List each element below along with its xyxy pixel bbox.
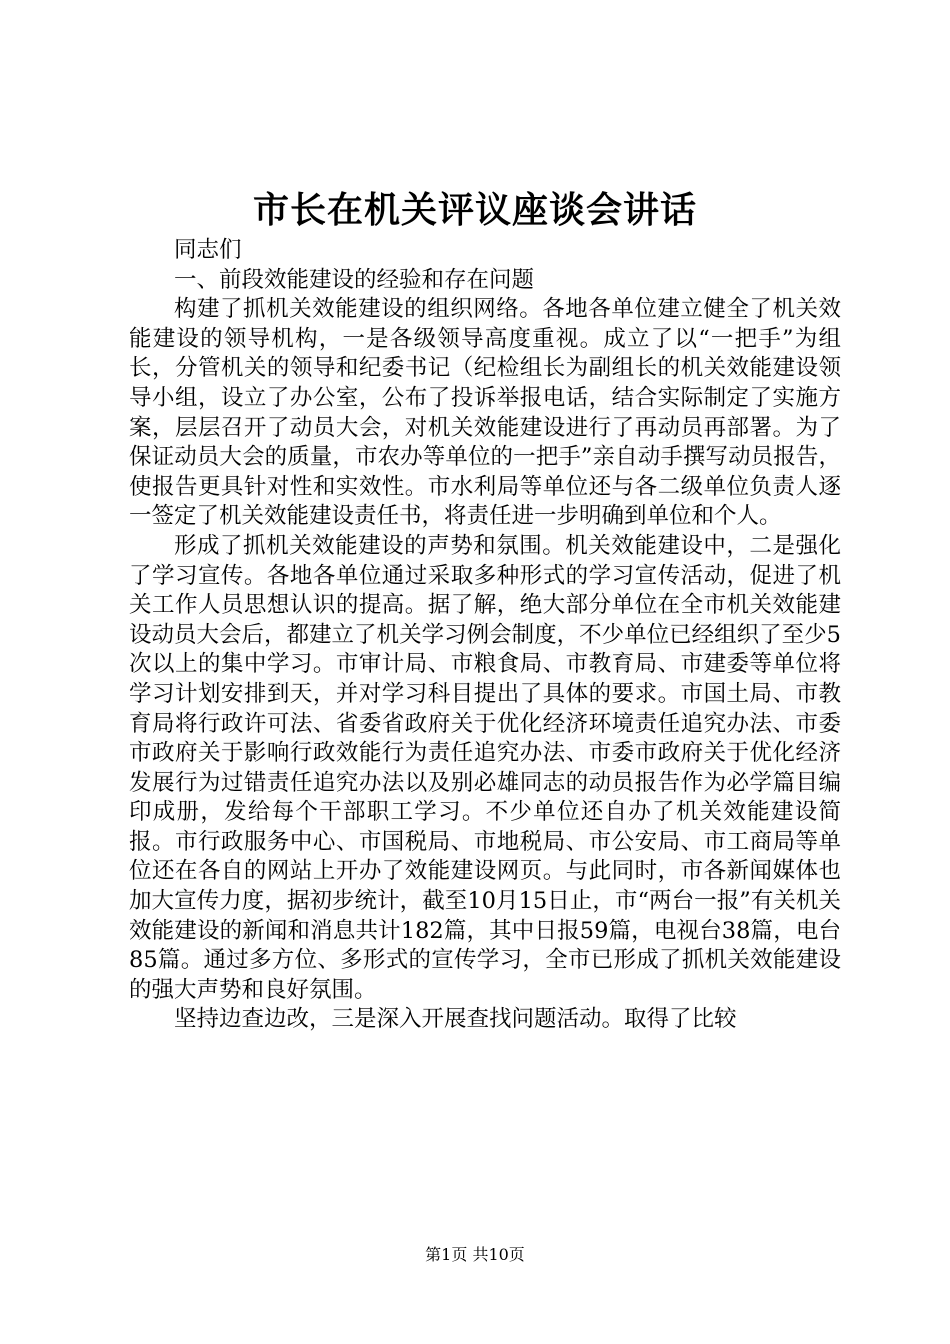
section-heading: 一、前段效能建设的经验和存在问题	[174, 266, 535, 293]
salutation-paragraph: 同志们	[174, 237, 242, 263]
document-body	[129, 236, 841, 1035]
document-title: 市长在机关评议座谈会讲话	[252, 189, 697, 231]
page-footer: 第1页 共10页	[425, 1245, 525, 1264]
body-paragraph: 形成了抓机关效能建设的声势和氛围。机关效能建设中，二是强化了学习宣传。各地各单位通过采取多种形式的学习宣传活动，促进了机关工作人员思想认识的提高。据了解，绝大部分单位在全市机关效能建设动员大会后，都建立了机关学习例会制度，不少单位已经组织了至少5次以上的集中学习。市审计局、市粮食局、市教育局、市建委等单位将学习计划安排到天，并对学习科目提出了具体的要求。市国土局、市教育局将行政许可法、省委省政府关于优化经济环境责任追究办法、市委市政府关于影响行政效能行为责任追究办法、市委市政府关于优化经济发展行为过错责任追究办法以及别必雄同志的动员报告作为必学篇目编印成册，发给每个干部职工学习。不少单位还自办了机关效能建设简报。市行政服务中心、市国税局、市地税局、市公安局、市工商局等单位还在各自的网站上开办了效能建设网页。与此同时，市各新闻媒体也加大宣传力度，据初步统计，截至10月15日止，市“两台一报”有关机关效能建设的新闻和消息共计182篇，其中日报59篇，电视台38篇，电台85篇。通过多方位、多形式的宣传学习，全市已形成了抓机关效能建设的强大声势和良好氛围。	[129, 532, 841, 1003]
body-paragraph: 构建了抓机关效能建设的组织网络。各地各单位建立健全了机关效能建设的领导机构，一是各级领导高度重视。成立了以“一把手”为组长，分管机关的领导和纪委书记（纪检组长为副组长的机关效能建设领导小组，设立了办公室，公布了投诉举报电话，结合实际制定了实施方案，层层召开了动员大会，对机关效能建设进行了再动员再部署。为了保证动员大会的质量，市农办等单位的一把手”亲自动手撰写动员报告，使报告更具针对性和实效性。市水利局等单位还与各二级单位负责人逐一签定了机关效能建设责任书，将责任进一步明确到单位和个人。	[129, 296, 841, 530]
body-paragraph: 坚持边查边改，三是深入开展查找问题活动。取得了比较	[174, 1006, 737, 1033]
